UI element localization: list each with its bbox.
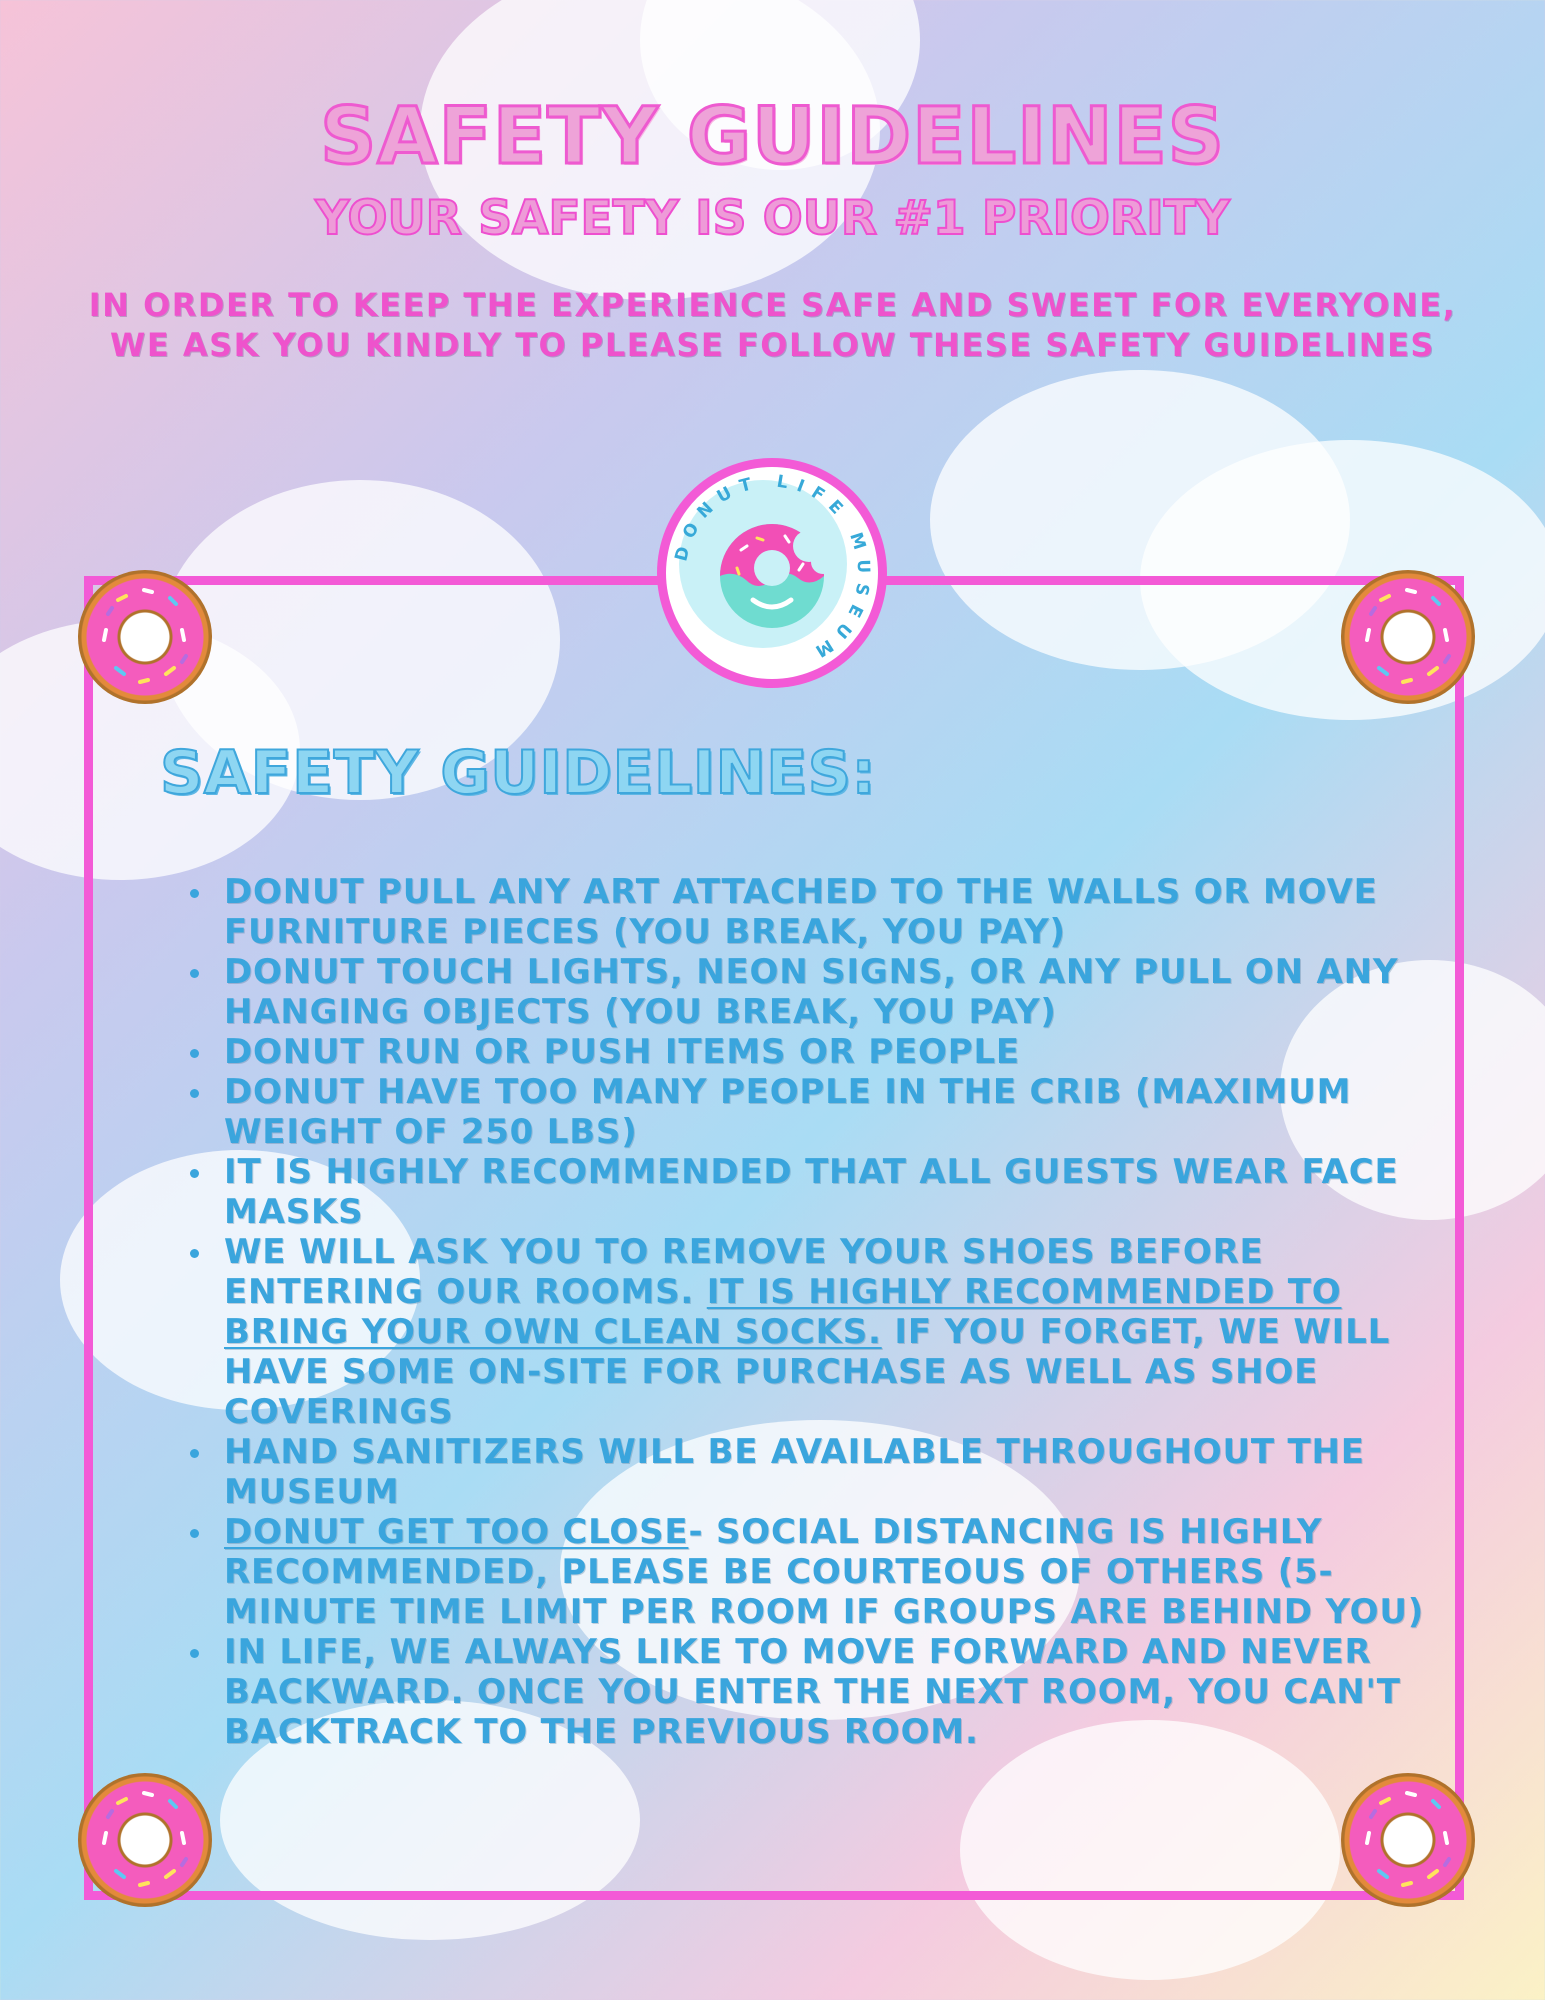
socks-recommendation-underlined: IT IS HIGHLY RECOMMENDED TO BRING YOUR OWN CLEAN SOCKS. (224, 1272, 1342, 1352)
donut-icon (1341, 570, 1475, 704)
list-item: DONUT RUN OR PUSH ITEMS OR PEOPLE (224, 1032, 1449, 1072)
list-item: DONUT TOUCH LIGHTS, NEON SIGNS, OR ANY PULL ON ANY HANGING OBJECTS (YOU BREAK, YOU PAY) (224, 952, 1449, 1032)
list-item: IT IS HIGHLY RECOMMENDED THAT ALL GUESTS WEAR FACE MASKS (224, 1152, 1449, 1232)
donut-icon (78, 1773, 212, 1907)
list-item: WE WILL ASK YOU TO REMOVE YOUR SHOES BEFORE ENTERING OUR ROOMS. IT IS HIGHLY RECOMMENDED TO BRING YOUR OWN CLEAN SOCKS. IF YOU FORGET, WE WILL HAVE SOME ON-SITE FOR PURCHASE AS WELL AS SHOE COVERINGS (224, 1232, 1449, 1432)
guidelines-heading: SAFETY GUIDELINES: (160, 738, 876, 808)
intro-text: IN ORDER TO KEEP THE EXPERIENCE SAFE AND SWEET FOR EVERYONE, WE ASK YOU KINDLY TO PLEASE FOLLOW THESE SAFETY GUIDELINES (88, 286, 1457, 364)
museum-logo (657, 458, 887, 688)
page-subtitle: YOUR SAFETY IS OUR #1 PRIORITY (315, 191, 1230, 246)
list-item: IN LIFE, WE ALWAYS LIKE TO MOVE FORWARD AND NEVER BACKWARD. ONCE YOU ENTER THE NEXT ROOM, YOU CAN'T BACKTRACK TO THE PREVIOUS ROOM. (224, 1632, 1449, 1752)
donut-logo-icon (657, 458, 887, 688)
list-item: DONUT HAVE TOO MANY PEOPLE IN THE CRIB (MAXIMUM WEIGHT OF 250 LBS) (224, 1072, 1449, 1152)
distance-rule-underlined: DONUT GET TOO CLOSE (224, 1512, 689, 1552)
donut-icon (78, 570, 212, 704)
donut-icon (1341, 1773, 1475, 1907)
list-item: DONUT GET TOO CLOSE- SOCIAL DISTANCING IS HIGHLY RECOMMENDED, PLEASE BE COURTEOUS OF OTHERS (5-MINUTE TIME LIMIT PER ROOM IF GROUPS ARE BEHIND YOU) (224, 1512, 1449, 1632)
list-item: HAND SANITIZERS WILL BE AVAILABLE THROUGHOUT THE MUSEUM (224, 1432, 1449, 1512)
page-title: SAFETY GUIDELINES (320, 92, 1225, 182)
logo-ring-text: DONUT LIFE MUSEUM (671, 471, 874, 666)
guidelines-list (184, 872, 1449, 1752)
list-item: DONUT PULL ANY ART ATTACHED TO THE WALLS OR MOVE FURNITURE PIECES (YOU BREAK, YOU PAY) (224, 872, 1449, 952)
